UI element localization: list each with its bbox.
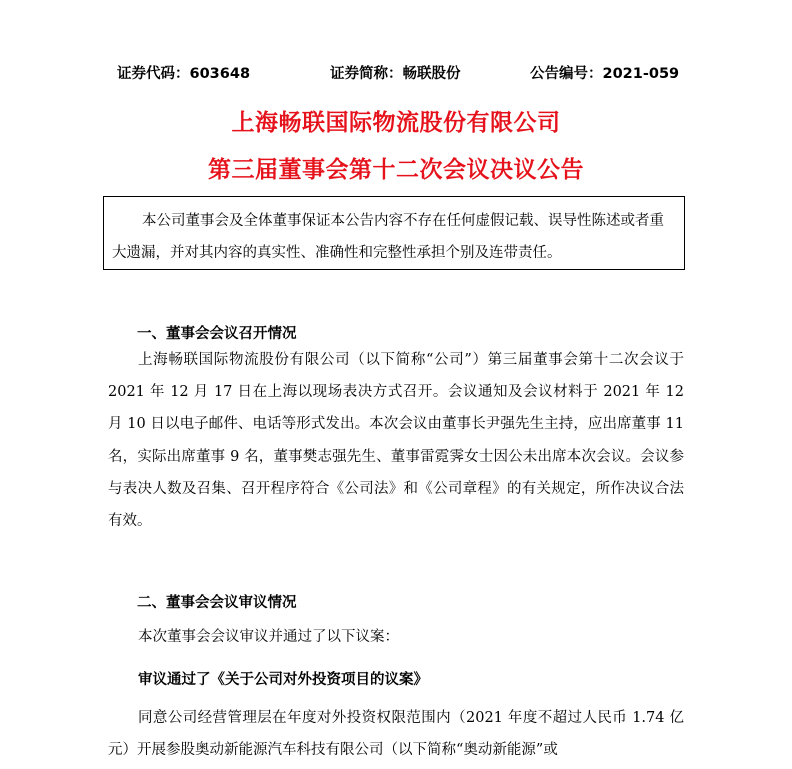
company-title: 上海畅联国际物流股份有限公司 — [231, 110, 561, 136]
section-2-intro: 本次董事会会议审议并通过了以下议案： — [138, 629, 399, 645]
section-2-paragraph: 同意公司经营管理层在年度对外投资权限范围内（2021 年度不超过人民币 1.74 亿元）开展参股奥动新能源汽车科技有限公司（以下简称“奥动新能源”或 — [108, 710, 684, 759]
resolution-title: 审议通过了《关于公司对外投资项目的议案》 — [138, 672, 428, 688]
disclaimer-box: 本公司董事会及全体董事保证本公告内容不存在任何虚假记载、误导性陈述或者重大遗漏，并对其内容的真实性、准确性和完整性承担个别及连带责任。 — [103, 196, 685, 270]
section-2-heading: 二、董事会会议审议情况 — [137, 595, 297, 611]
announcement-title: 第三届董事会第十二次会议决议公告 — [208, 157, 584, 183]
section-1-paragraph: 上海畅联国际物流股份有限公司（以下简称“公司”）第三届董事会第十二次会议于 2021 年 12 月 17 日在上海以现场表决方式召开。会议通知及会议材料于 2021 年 12 月 10 日以电子邮件、电话等形式发出。本次会议由董事长尹强先生主持，应出席董事 11 名，实际出席董事 9 名，董事樊志强先生、董事雷霓霁女士因公未出席本次会议。会议参与表决人数及召集、召开程序符合《公司法》和《公司章程》的有关规定，所作决议合法有效。 — [108, 352, 684, 530]
stock-code: 证券代码：603648 — [117, 66, 251, 82]
announcement-header — [0, 62, 792, 84]
section-1-heading: 一、董事会会议召开情况 — [137, 326, 297, 342]
stock-abbreviation: 证券简称：畅联股份 — [330, 66, 461, 82]
announcement-number: 公告编号：2021-059 — [530, 66, 680, 82]
